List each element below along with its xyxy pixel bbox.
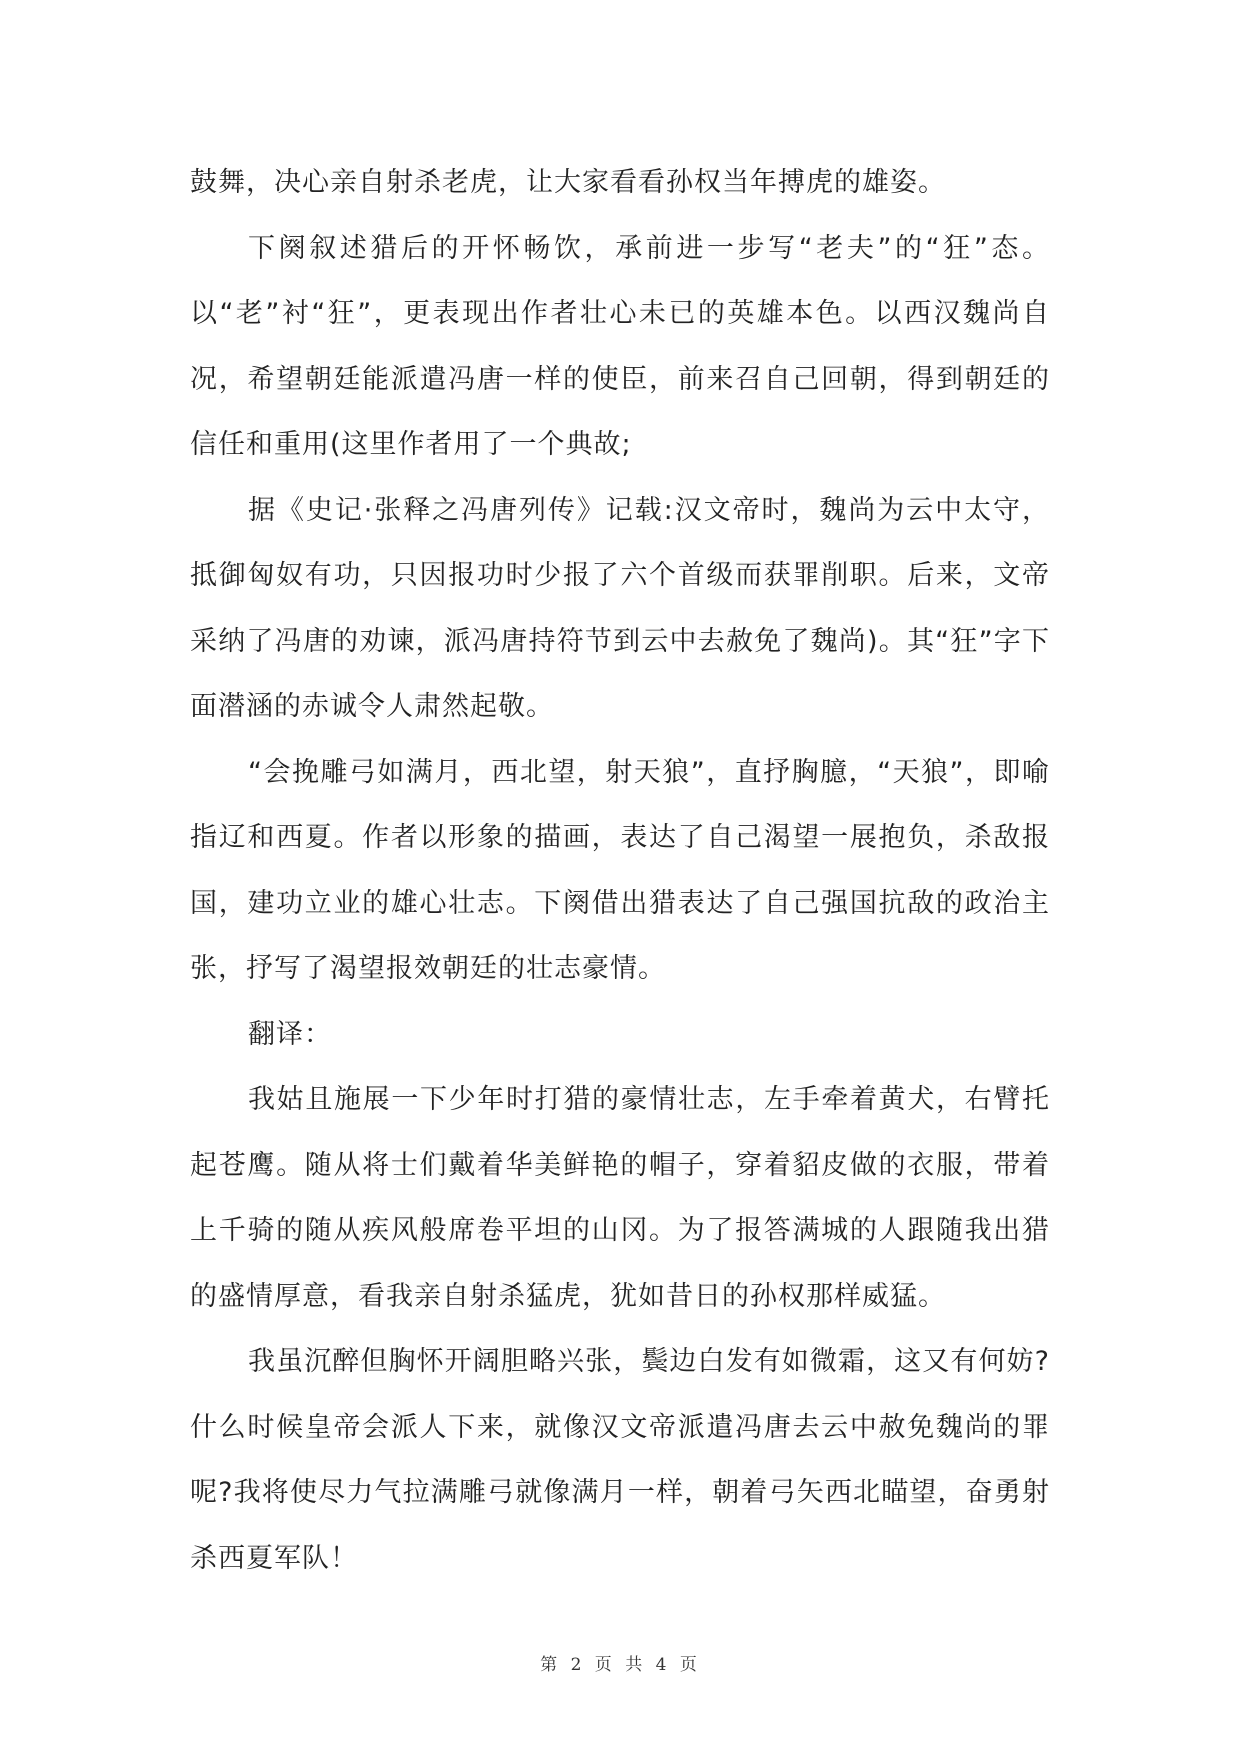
paragraph-1: 鼓舞，决心亲自射杀老虎，让大家看看孙权当年搏虎的雄姿。: [190, 167, 946, 198]
paragraph-2: 下阕叙述猎后的开怀畅饮，承前进一步写“老夫”的“狂”态。以“老”衬“狂”，更表现出作者壮心未已的英雄本色。以西汉魏尚自况，希望朝廷能派遣冯唐一样的使臣，前来召自己回朝，得到朝廷的信任和重用(这里作者用了一个典故;: [190, 232, 1050, 460]
paragraph-3: 据《史记·张释之冯唐列传》记载:汉文帝时，魏尚为云中太守，抵御匈奴有功，只因报功时少报了六个首级而获罪削职。后来，文帝采纳了冯唐的劝谏，派冯唐持符节到云中去赦免了魏尚)。其“狂”字下面潜涵的赤诚令人肃然起敬。: [190, 494, 1050, 722]
paragraph-4: “会挽雕弓如满月，西北望，射天狼”，直抒胸臆，“天狼”，即喻指辽和西夏。作者以形象的描画，表达了自己渴望一展抱负，杀敌报国，建功立业的雄心壮志。下阕借出猎表达了自己强国抗敌的政治主张，抒写了渴望报效朝廷的壮志豪情。: [190, 756, 1050, 984]
paragraph-translation-heading: 翻译：: [248, 1018, 332, 1050]
paragraph-7: 我虽沉醉但胸怀开阔胆略兴张，鬓边白发有如微霜，这又有何妨?什么时候皇帝会派人下来，就像汉文帝派遣冯唐去云中赦免魏尚的罪呢?我将使尽力气拉满雕弓就像满月一样，朝着弓矢西北瞄望，奋勇射杀西夏军队！: [190, 1346, 1050, 1574]
paragraph-6: 我姑且施展一下少年时打猎的豪情壮志，左手牵着黄犬，右臂托起苍鹰。随从将士们戴着华美鲜艳的帽子，穿着貂皮做的衣服，带着上千骑的随从疾风般席卷平坦的山冈。为了报答满城的人跟随我出猎的盛情厚意，看我亲自射杀猛虎，犹如昔日的孙权那样威猛。: [190, 1084, 1050, 1312]
page-footer: 第 2 页 共 4 页: [540, 1655, 701, 1675]
document-body: [190, 150, 1050, 1591]
